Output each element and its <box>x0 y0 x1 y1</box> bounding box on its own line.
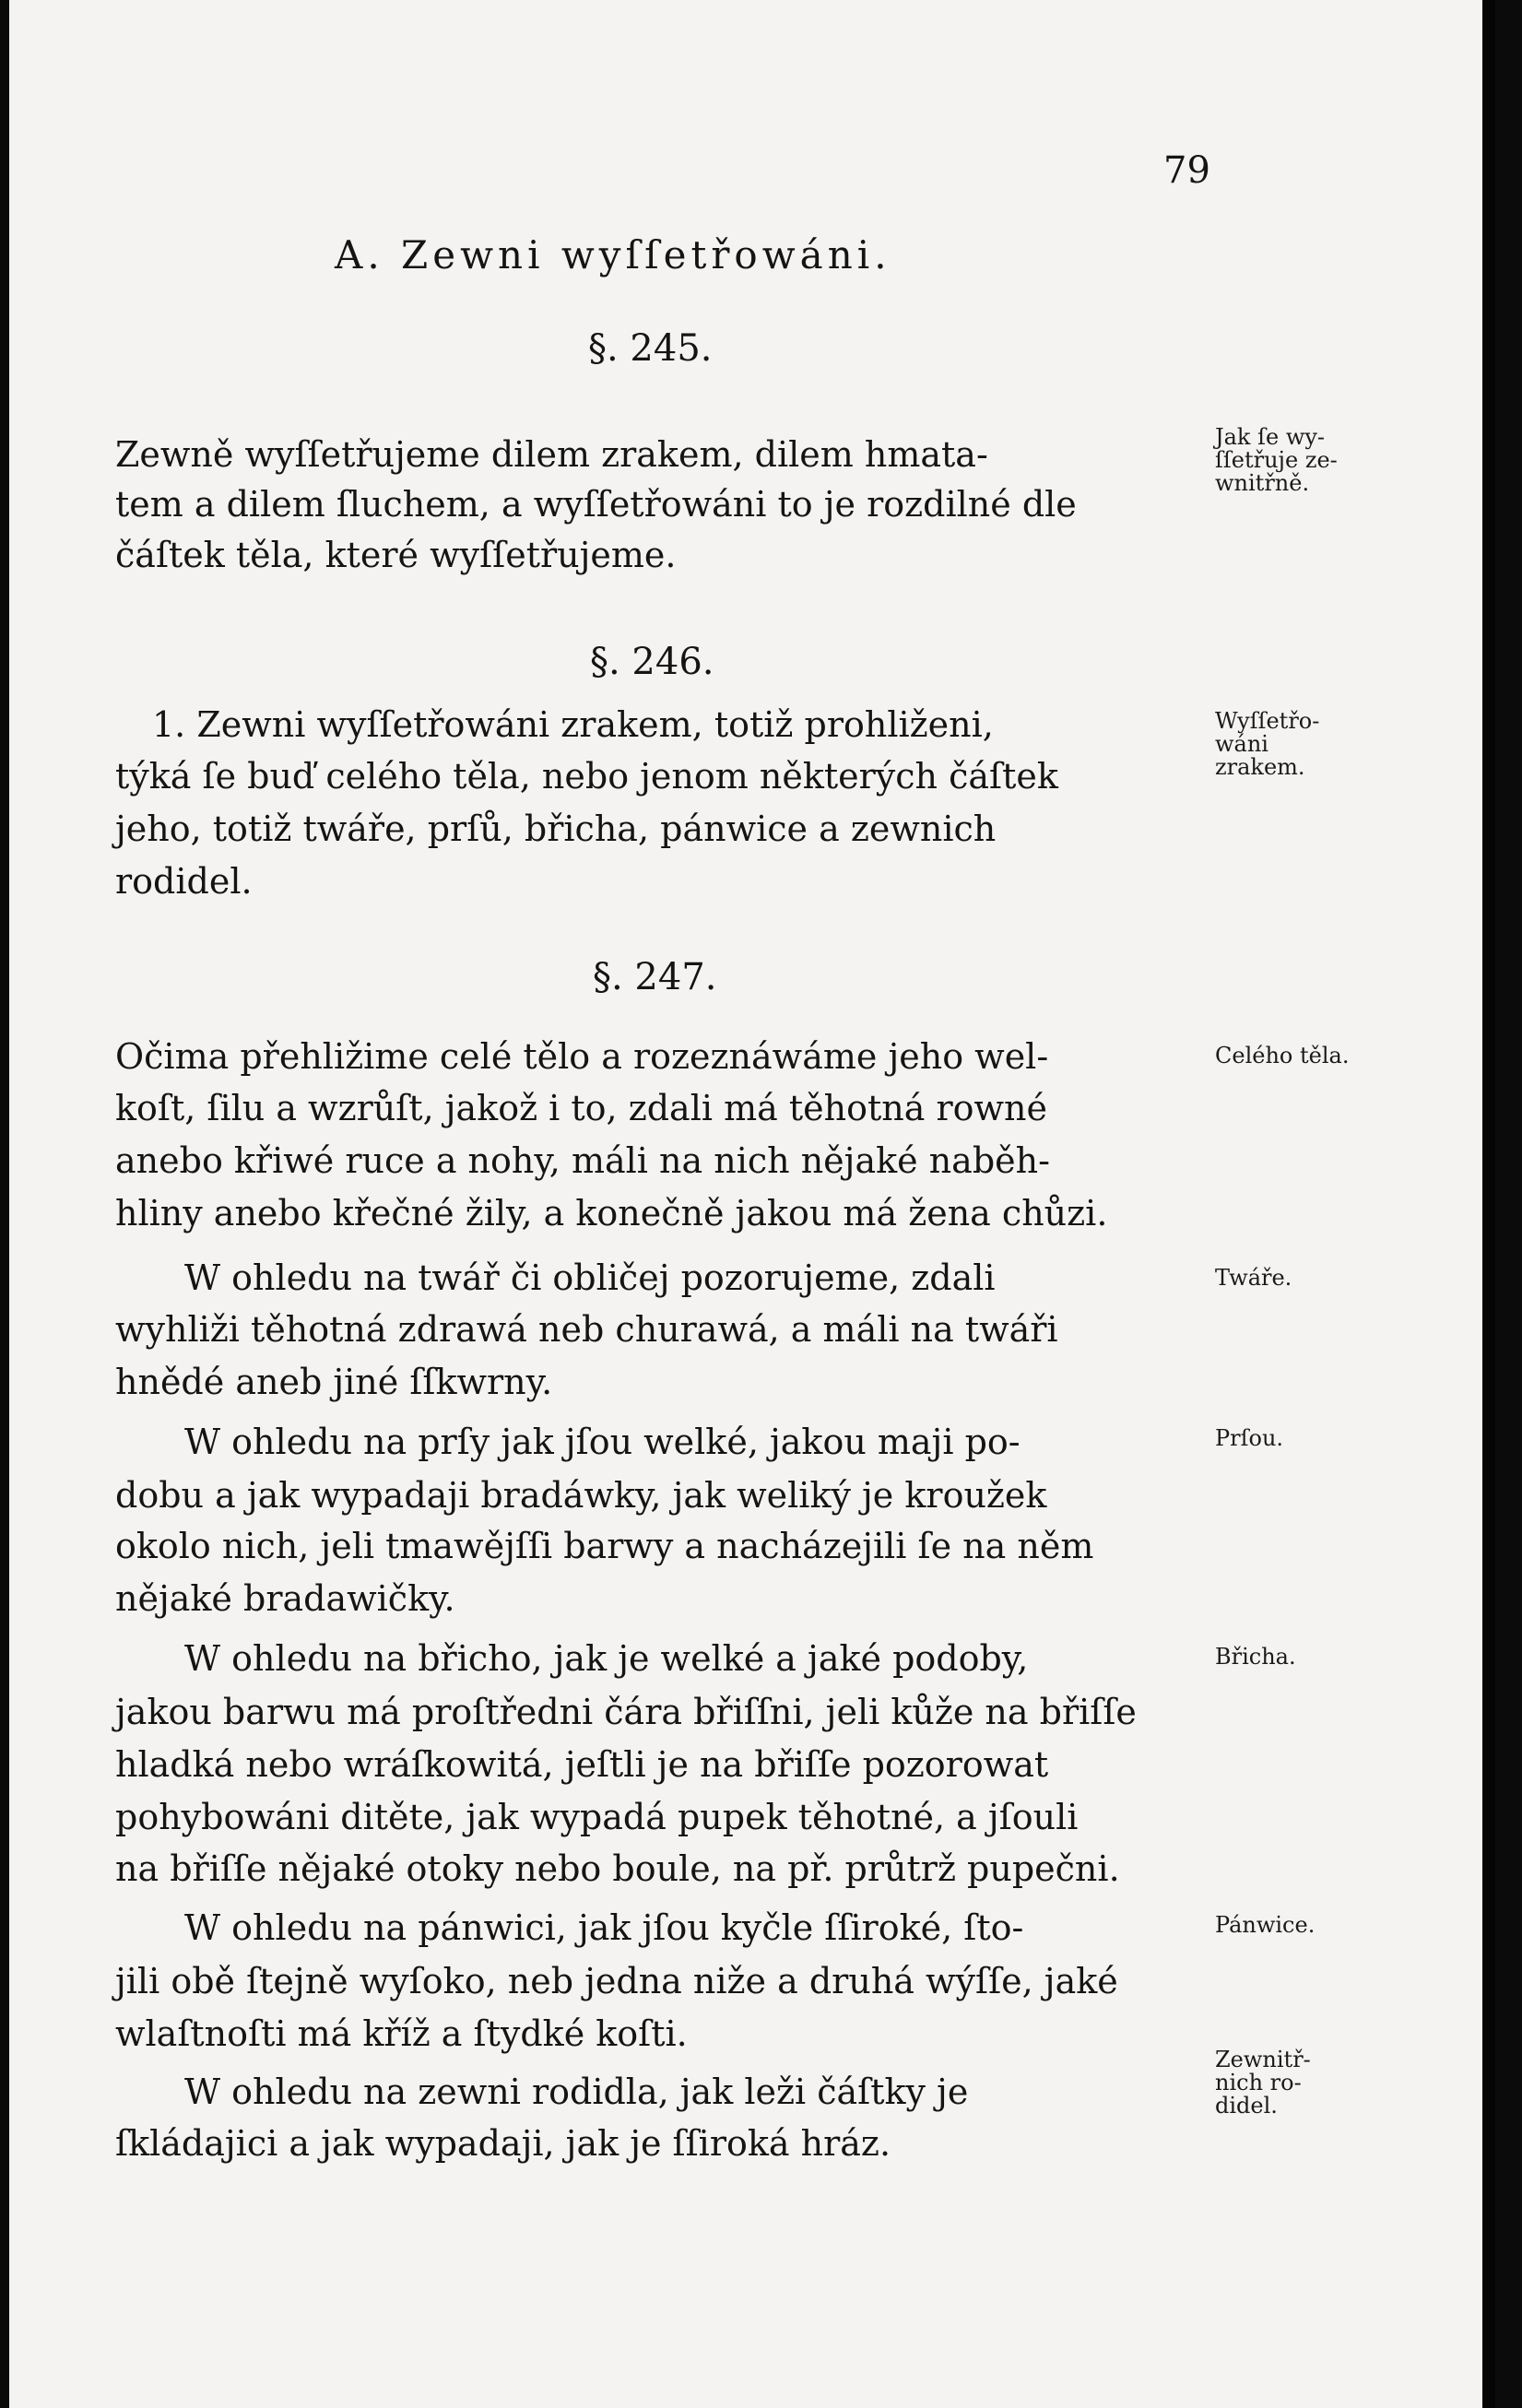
text-line: ſkládajici a jak wypadaji, jak je ſſiroká hráz. <box>115 2123 891 2164</box>
margin-note-face: Twáře. <box>1215 1265 1292 1291</box>
text-line: koſt, ſilu a wzrůſt, jakož i to, zdali má těhotná rowné <box>115 1088 1047 1128</box>
text-line: W ohledu na zewni rodidla, jak leži čáſtky je <box>184 2072 969 2112</box>
text-line: rodidel. <box>115 861 253 902</box>
text-line: W ohledu na pánwici, jak jſou kyčle ſſiroké, ſto- <box>184 1907 1024 1948</box>
text-line: jili obě ſtejně wyſoko, neb jedna niže a druhá wýſſe, jaké <box>115 1961 1118 2001</box>
text-line: nějaké bradawičky. <box>115 1578 455 1619</box>
text-line: tem a dilem ſluchem, a wyſſetřowáni to je rozdilné dle <box>115 484 1077 525</box>
text-line: čáſtek těla, které wyſſetřujeme. <box>115 535 677 575</box>
text-line: wlaſtnoſti má kříž a ſtydké koſti. <box>115 2013 688 2054</box>
chapter-heading: A. Zewni wyſſetřowáni. <box>335 232 891 277</box>
text-line: hnědé aneb jiné ſſkwrny. <box>115 1362 553 1402</box>
text-line: W ohledu na prſy jak jſou welké, jakou maji po- <box>184 1422 1021 1462</box>
text-line: wyhliži těhotná zdrawá neb churawá, a máli na twáři <box>115 1309 1058 1350</box>
text-line: na břiſſe nějaké otoky nebo boule, na př. průtrž pupečni. <box>115 1848 1120 1889</box>
text-line: jeho, totiž twáře, prſů, břicha, pánwice a zewnich <box>115 809 997 849</box>
text-line: hladká nebo wráſkowitá, jeſtli je na břiſſe pozorowat <box>115 1744 1049 1785</box>
text-line: okolo nich, jeli tmawějſſi barwy a nacházejili ſe na něm <box>115 1526 1094 1566</box>
section-246-label: §. 246. <box>590 641 714 683</box>
margin-note-breasts: Prſou. <box>1215 1425 1284 1451</box>
margin-note-whole-body: Celého těla. <box>1215 1043 1350 1068</box>
text-line: Očima přehližime celé tělo a rozeznáwáme jeho wel- <box>115 1036 1049 1077</box>
text-line: 1. Zewni wyſſetřowáni zrakem, totiž prohliženi, <box>152 704 994 745</box>
text-line: hliny anebo křečné žily, a konečně jakou má žena chůzi. <box>115 1193 1108 1234</box>
text-line: W ohledu na twář či obličej pozorujeme, zdali <box>184 1257 996 1298</box>
margin-note-external-exam: Jak ſe wy-ſſetřuje ze-wnitřně. <box>1215 424 1338 497</box>
text-line: dobu a jak wypadaji bradáwky, jak weliký je kroužek <box>115 1475 1047 1516</box>
margin-note-pelvis: Pánwice. <box>1215 1912 1316 1938</box>
section-247-label: §. 247. <box>593 956 717 998</box>
page-edge-shadow <box>0 0 9 2408</box>
text-line: týká ſe buď celého těla, nebo jenom některých čáſtek <box>115 756 1058 797</box>
text-line: anebo křiwé ruce a nohy, máli na nich nějaké naběh- <box>115 1140 1050 1181</box>
margin-note-external-genitals: Zewnitř-nich ro-didel. <box>1215 2047 1311 2119</box>
margin-note-visual-exam: Wyſſetřo-wáni zrakem. <box>1215 708 1320 781</box>
text-line: jakou barwu má proſtředni čára břiſſni, jeli kůže na břiſſe <box>115 1692 1137 1732</box>
margin-note-abdomen: Břicha. <box>1215 1644 1296 1670</box>
text-line: Zewně wyſſetřujeme dilem zrakem, dilem hmata- <box>115 434 988 475</box>
section-245-label: §. 245. <box>588 327 713 370</box>
page-number: 79 <box>1163 149 1210 192</box>
text-line: W ohledu na břicho, jak je welké a jaké podoby, <box>184 1638 1029 1679</box>
text-line: pohybowáni ditěte, jak wypadá pupek těhotné, a jſouli <box>115 1797 1079 1837</box>
